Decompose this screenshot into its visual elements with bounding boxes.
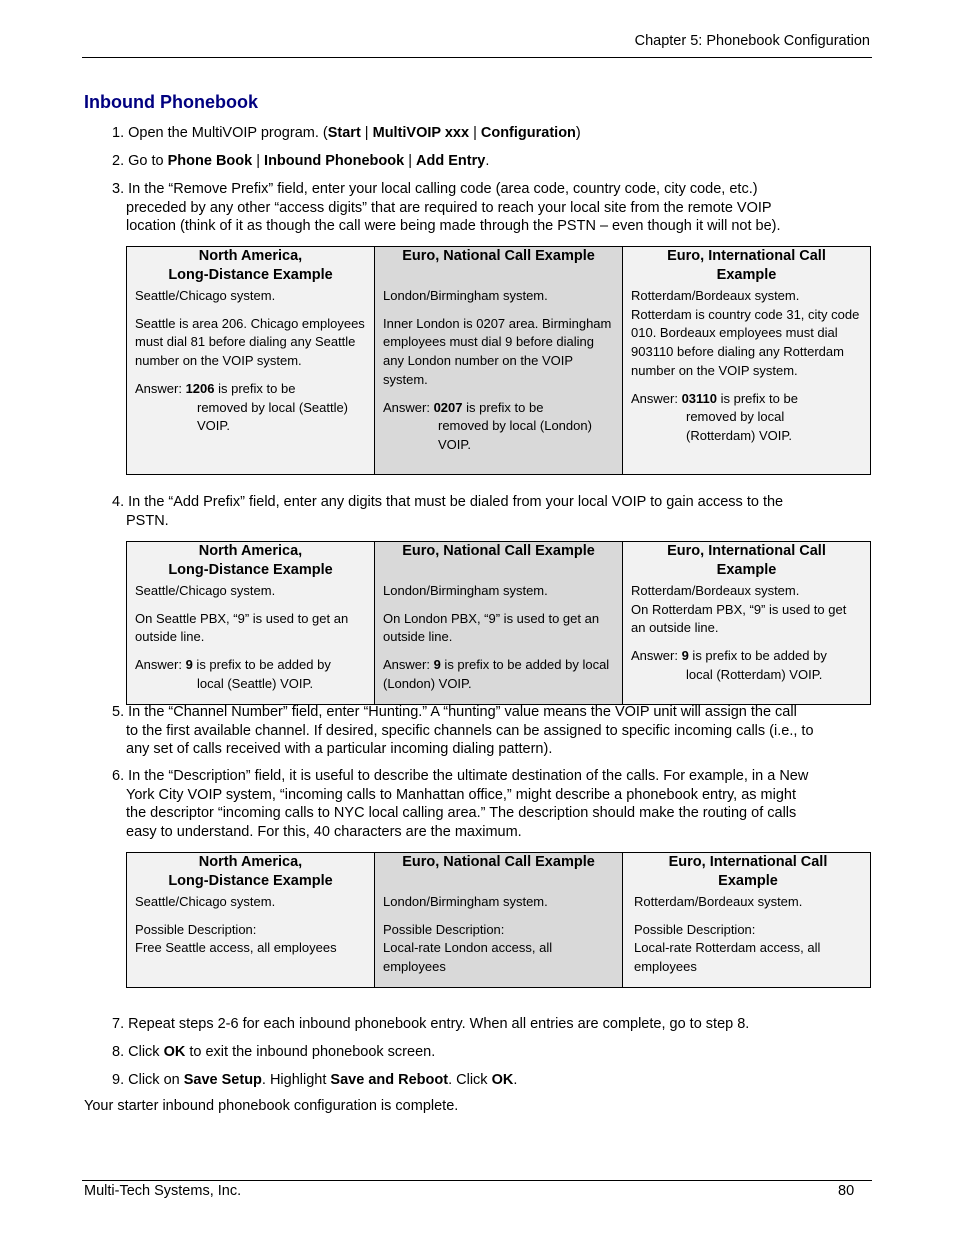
section-title: Inbound Phonebook xyxy=(84,92,258,112)
step-number: 4. xyxy=(112,494,125,510)
menu-multivoip: MultiVOIP xxx xyxy=(372,125,470,141)
euro-international-cell xyxy=(623,542,871,705)
euro-international-cell xyxy=(623,247,871,475)
step-text: In the “Description” field, it is useful to describe the ultimate destination of the calls. For example, in a New xyxy=(128,768,809,784)
description-example: Local-rate London access, all employees xyxy=(383,940,553,975)
step-text: Click xyxy=(124,1044,164,1060)
example-system: Seattle/Chicago system. xyxy=(135,894,276,909)
example-details: On Rotterdam PBX, “9” is used to get an outside line. xyxy=(631,601,847,636)
step-number: 8. xyxy=(112,1044,125,1060)
example-system: Rotterdam/Bordeaux system. xyxy=(631,288,800,303)
step-text: In the “Add Prefix” field, enter any digits that must be dialed from your local VOIP to gain access to the xyxy=(128,494,784,510)
step-text: Repeat steps 2-6 for each inbound phonebook entry. When all entries are complete, go to step 8. xyxy=(128,1016,750,1032)
euro-national-cell xyxy=(375,247,623,475)
step-number: 7. xyxy=(112,1016,125,1032)
menu-add-entry: Add Entry xyxy=(416,153,486,169)
step-number: 5. xyxy=(112,704,125,720)
step-8 xyxy=(112,1043,872,1062)
step-1 xyxy=(112,124,872,143)
step-text: the descriptor “incoming calls to NYC local calling area.” The description should make the routing of calls xyxy=(126,805,797,821)
step-5 xyxy=(112,703,872,759)
example-details: On Seattle PBX, “9” is used to get an outside line. xyxy=(135,610,349,645)
description-label: Possible Description: xyxy=(634,921,756,937)
north-america-cell xyxy=(127,542,375,705)
step-text: Click on xyxy=(128,1072,184,1088)
step-text: . Click xyxy=(448,1072,492,1088)
menu-configuration: Configuration xyxy=(480,125,576,141)
step-text: easy to understand. For this, 40 characters are the maximum. xyxy=(126,823,522,840)
footer-company: Multi-Tech Systems, Inc. xyxy=(84,1183,242,1199)
column-heading: North America, Long-Distance Example xyxy=(168,854,333,889)
example-system: Seattle/Chicago system. xyxy=(135,583,276,598)
column-heading: Euro, International Call Example xyxy=(667,248,826,283)
separator: | xyxy=(360,125,373,141)
closing-statement: Your starter inbound phonebook configuration is complete. xyxy=(84,1098,459,1114)
step-number: 1. xyxy=(112,125,125,141)
step-number: 2. xyxy=(112,153,125,169)
step-text-end: to exit the inbound phonebook screen. xyxy=(185,1044,436,1060)
page-number: 80 xyxy=(838,1183,855,1199)
euro-national-cell xyxy=(375,542,623,705)
example-answer: Answer: 9 is prefix to be added by local (London) VOIP. xyxy=(383,657,610,691)
example-details: Rotterdam is country code 31, city code 010. Bordeaux employees must dial 903110 before dialing any Rotterdam number on the VOIP system. xyxy=(631,306,860,378)
step-text: location (think of it as though the call were being made through the PSTN – even though it will not be). xyxy=(126,218,781,234)
add-prefix-examples-table xyxy=(126,541,871,705)
step-text: PSTN. xyxy=(126,512,169,529)
step-text: Open the MultiVOIP program. ( xyxy=(128,125,328,141)
column-heading: Euro, International Call Example xyxy=(668,854,828,889)
ok-label: OK xyxy=(163,1044,186,1060)
step-text: any set of calls received with a particular incoming dialing pattern). xyxy=(126,741,553,757)
example-details: Seattle is area 206. Chicago employees must dial 81 before dialing any Seattle number on the VOIP system. xyxy=(135,315,365,369)
north-america-cell xyxy=(127,853,375,988)
example-system: Seattle/Chicago system. xyxy=(135,288,276,303)
column-heading: North America, Long-Distance Example xyxy=(168,543,333,578)
description-label: Possible Description: xyxy=(135,921,257,937)
description-example: Local-rate Rotterdam access, all employees xyxy=(634,940,821,975)
column-heading: Euro, International Call Example xyxy=(667,543,826,578)
menu-inbound-phonebook: Inbound Phonebook xyxy=(264,153,405,169)
footer-rule xyxy=(82,1180,872,1181)
separator: | xyxy=(252,153,265,169)
step-number: 3. xyxy=(112,181,125,197)
step-text: preceded by any other “access digits” that are required to reach your local site from the remote VOIP xyxy=(126,199,772,216)
step-6 xyxy=(112,767,872,841)
step-number: 9. xyxy=(112,1072,125,1088)
step-number: 6. xyxy=(112,768,125,784)
step-text: York City VOIP system, “incoming calls to Manhattan office,” might describe a phonebook entry, as might xyxy=(126,786,797,803)
separator: | xyxy=(404,153,417,169)
column-heading: Euro, National Call Example xyxy=(402,543,595,559)
step-9 xyxy=(112,1071,872,1090)
step-7 xyxy=(112,1015,872,1034)
column-heading: North America, Long-Distance Example xyxy=(168,248,333,283)
menu-phone-book: Phone Book xyxy=(167,153,253,169)
description-example: Free Seattle access, all employees xyxy=(135,940,337,956)
north-america-cell xyxy=(127,247,375,475)
remove-prefix-examples-table xyxy=(126,246,871,475)
example-details: Inner London is 0207 area. Birmingham employees must dial 9 before dialing any London number on the VOIP system. xyxy=(383,315,612,387)
step-text: In the “Remove Prefix” field, enter your local calling code (area code, country code, city code, etc.) xyxy=(128,181,758,197)
step-2 xyxy=(112,152,872,171)
step-4 xyxy=(112,493,872,530)
step-text: to the first available channel. If desired, specific channels can be assigned to specific incoming calls (i.e., to xyxy=(126,722,814,739)
example-system: London/Birmingham system. xyxy=(383,894,548,909)
menu-start: Start xyxy=(327,125,361,141)
running-header: Chapter 5: Phonebook Configuration xyxy=(634,33,870,49)
example-answer: Answer: 9 is prefix to be added by local (Rotterdam) VOIP. xyxy=(631,648,827,682)
step-text-end: . xyxy=(513,1072,518,1088)
column-heading: Euro, National Call Example xyxy=(402,248,595,264)
description-examples-table xyxy=(126,852,871,988)
example-system: Rotterdam/Bordeaux system. xyxy=(631,583,800,598)
example-answer: Answer: 9 is prefix to be added by local (Seattle) VOIP. xyxy=(135,657,331,691)
step-text: . Highlight xyxy=(261,1072,331,1088)
euro-national-cell xyxy=(375,853,623,988)
example-answer: Answer: 1206 is prefix to be removed by local (Seattle) VOIP. xyxy=(135,380,349,434)
euro-international-cell xyxy=(623,853,871,988)
header-rule xyxy=(82,57,872,58)
save-and-reboot-label: Save and Reboot xyxy=(330,1072,449,1088)
step-3 xyxy=(112,180,872,236)
example-system: London/Birmingham system. xyxy=(383,583,548,598)
column-heading: Euro, National Call Example xyxy=(402,854,595,870)
example-answer: Answer: 03110 is prefix to be removed by local (Rotterdam) VOIP. xyxy=(631,390,798,443)
step-text-end: . xyxy=(485,153,490,169)
step-text: In the “Channel Number” field, enter “Hunting.” A “hunting” value means the VOIP unit will assign the call xyxy=(128,704,797,720)
separator: | xyxy=(469,125,481,141)
step-text: Go to xyxy=(128,153,168,169)
example-details: On London PBX, “9” is used to get an outside line. xyxy=(383,610,600,645)
save-setup-label: Save Setup xyxy=(183,1072,262,1088)
example-answer: Answer: 0207 is prefix to be removed by local (London) VOIP. xyxy=(383,399,592,452)
description-label: Possible Description: xyxy=(383,921,505,937)
ok-label: OK xyxy=(491,1072,514,1088)
step-text-end: ) xyxy=(575,125,581,141)
example-system: Rotterdam/Bordeaux system. xyxy=(634,894,803,909)
example-system: London/Birmingham system. xyxy=(383,288,548,303)
